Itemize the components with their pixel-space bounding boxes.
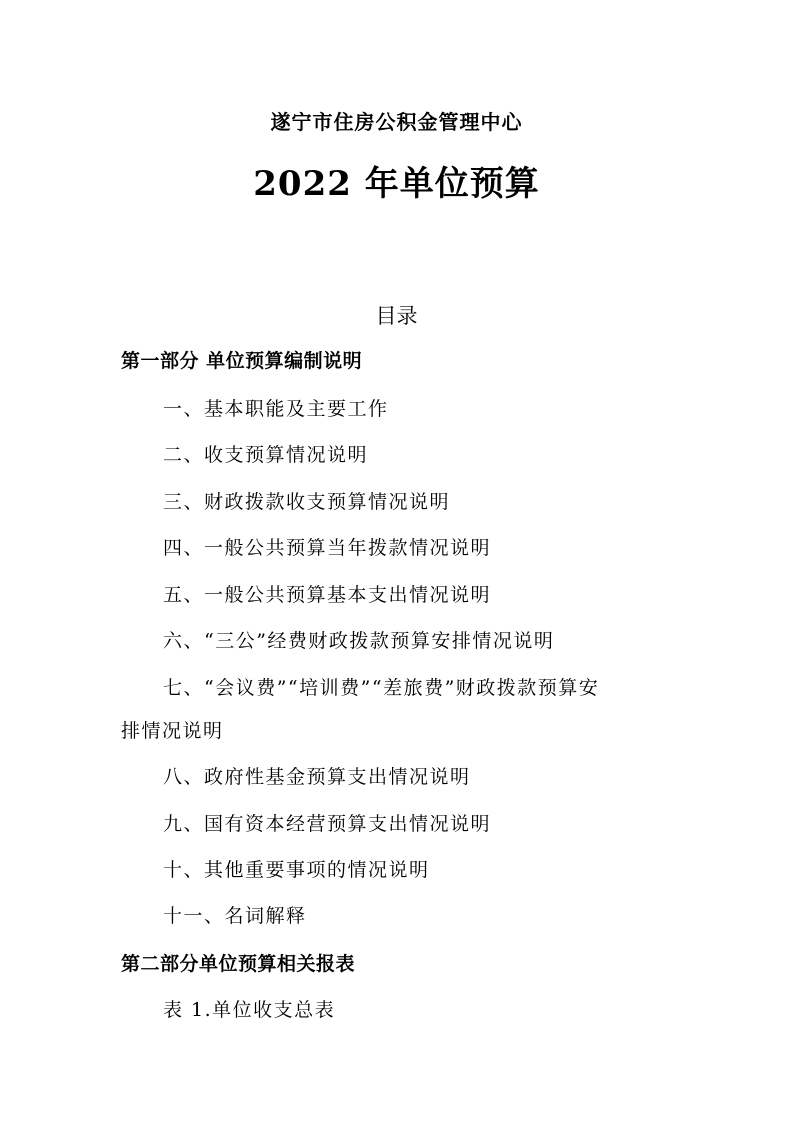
toc-item-general-public-current: 四、一般公共预算当年拨款情况说明 bbox=[163, 537, 492, 559]
toc-part-1: 第一部分 单位预算编制说明 bbox=[121, 350, 363, 372]
toc-item-government-funds: 八、政府性基金预算支出情况说明 bbox=[163, 766, 471, 788]
toc-item-table-1: 表 1.单位收支总表 bbox=[163, 999, 336, 1021]
toc-item-other-matters: 十、其他重要事项的情况说明 bbox=[163, 859, 430, 881]
budget-title: 2022 年单位预算 bbox=[253, 164, 540, 204]
toc-item-three-public: 六、“三公”经费财政拨款预算安排情况说明 bbox=[163, 630, 555, 652]
toc-item-revenue-expenditure: 二、收支预算情况说明 bbox=[163, 444, 369, 466]
toc-heading: 目录 bbox=[375, 304, 418, 328]
toc-item-state-capital: 九、国有资本经营预算支出情况说明 bbox=[163, 813, 492, 835]
toc-item-fiscal-appropriation: 三、财政拨款收支预算情况说明 bbox=[163, 491, 451, 513]
toc-item-glossary: 十一、名词解释 bbox=[163, 905, 307, 927]
toc-item-meeting-training-travel-continued: 排情况说明 bbox=[121, 720, 224, 742]
organization-title: 遂宁市住房公积金管理中心 bbox=[270, 110, 523, 134]
toc-item-general-public-basic: 五、一般公共预算基本支出情况说明 bbox=[163, 584, 492, 606]
toc-part-2: 第二部分单位预算相关报表 bbox=[121, 953, 356, 975]
toc-item-meeting-training-travel: 七、“会议费”“培训费”“差旅费”财政拨款预算安 bbox=[163, 677, 600, 699]
toc-item-basic-functions: 一、基本职能及主要工作 bbox=[163, 398, 389, 420]
